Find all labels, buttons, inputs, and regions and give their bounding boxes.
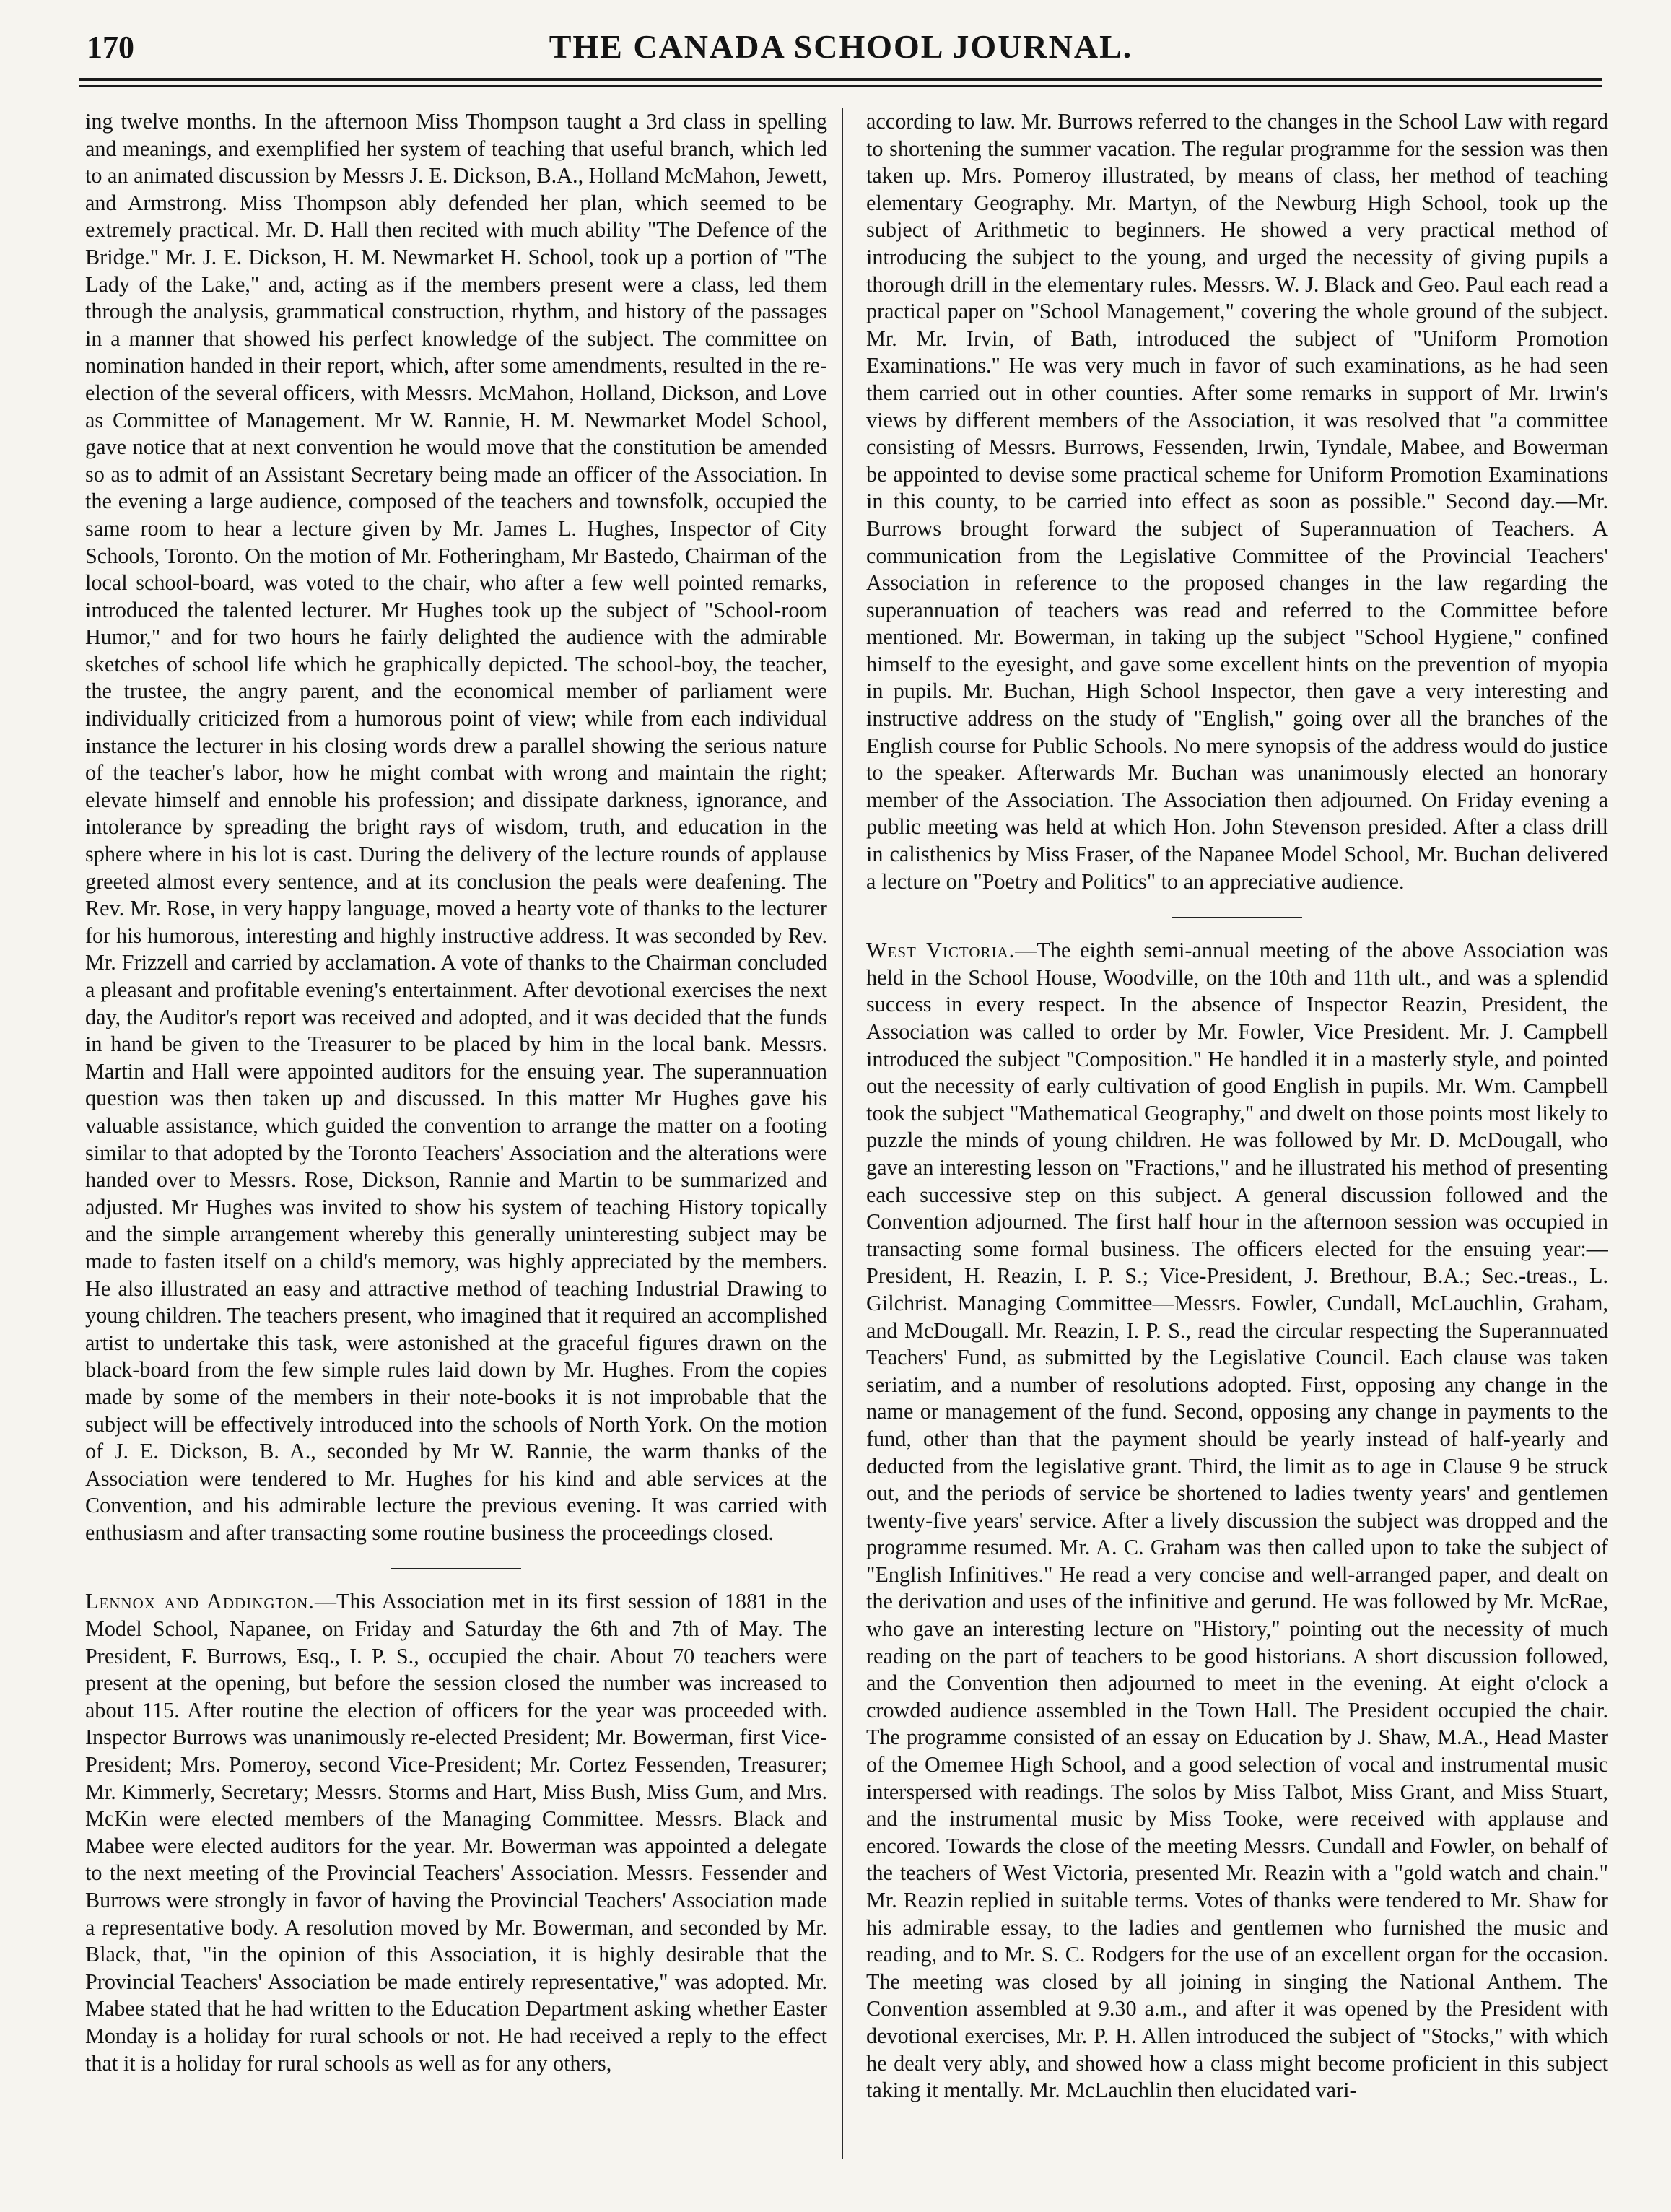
right-column <box>866 108 1608 2187</box>
column-divider <box>842 108 843 2159</box>
article-paragraph <box>866 937 1608 2104</box>
header-rule-thin <box>79 85 1602 87</box>
page-number: 170 <box>87 30 134 65</box>
section-text: —The eighth semi-annual meeting of the above Association was held in the School House, Woodville, on the 10th and 11th ult., and was a splendid success in every respect. In the absence of Inspector Reazin, President, the Association was called to order by Mr. Fowler, Vice President. Mr. J. Campbell introduced the subject "Composition." He handled it in a masterly style, and pointed out the necessity of early cultivation of good English in pupils. Mr. Wm. Campbell took the subject "Mathematical Geography," and dwelt on those points most likely to puzzle the minds of young children. He was followed by Mr. D. McDougall, who gave an interesting lesson on "Fractions," and he illustrated his method of presenting each successive step on this subject. A general discussion followed and the Convention adjourned. The first half hour in the afternoon session was occupied in transacting some formal business. The officers elected for the ensuing year:—President, H. Reazin, I. P. S.; Vice-President, J. Brethour, B.A.; Sec.-treas., L. Gilchrist. Managing Committee—Messrs. Fowler, Cundall, McLauchlin, Graham, and McDougall. Mr. Reazin, I. P. S., read the circular respecting the Superannuated Teachers' Fund, as submitted by the Legislative Council. Each clause was taken seriatim, and a number of resolutions adopted. First, opposing any change in the name or management of the fund. Second, opposing any change in payments to the fund, other than that the payment should be yearly instead of half-yearly and deducted from the legislative grant. Third, the limit as to age in Clause 9 be struck out, and the periods of service be shortened to ladies twenty years' and gentlemen twenty-five years' service. After a lively discussion the subject was dropped and the programme resumed. Mr. A. C. Graham was then called upon to take the subject of "English Infinitives." He read a very concise and well-arranged paper, and dealt on the derivation and uses of the infinitive and gerund. He was followed by Mr. McRae, who gave an interesting lecture on "History," pointing out the necessity of much reading on the part of teachers to be good historians. A short discussion followed, and the Convention then adjourned to meet in the evening. At eight o'clock a crowded audience assembled in the Town Hall. The President occupied the chair. The programme consisted of an essay on Education by J. Shaw, M.A., Head Master of the Omemee High School, and a good selection of vocal and instrumental music interspersed with readings. The solos by Miss Talbot, Miss Grant, and Miss Stuart, and the instrumental music by Miss Tooke, were received with applause and encored. Towards the close of the meeting Messrs. Cundall and Fowler, on behalf of the teachers of West Victoria, presented Mr. Reazin with a "gold watch and chain." Mr. Reazin replied in suitable terms. Votes of thanks were tendered to Mr. Shaw for his admirable essay, to the ladies and gentlemen who furnished the music and reading, and to Mr. S. C. Rodgers for the use of an excellent organ for the occasion. The meeting was closed by all joining in singing the National Anthem. The Convention assembled at 9.30 a.m., and after it was opened by the President with devotional exercises, Mr. P. H. Allen introduced the subject of "Stocks," with which he dealt very ably, and showed how a class might become proficient in this subject taking it mentally. Mr. McLauchlin then elucidated vari- <box>866 938 1608 2103</box>
article-paragraph: according to law. Mr. Burrows referred to the changes in the School Law with regard to shortening the summer vacation. The regular programme for the session was then taken up. Mrs. Pomeroy illustrated, by means of class, her method of teaching elementary Geography. Mr. Martyn, of the Newburg High School, took up the subject of Arithmetic to beginners. He showed a very practical method of introducing the subject to the young, and urged the necessity of giving pupils a thorough drill in the elementary rules. Messrs. W. J. Black and Geo. Paul each read a practical paper on "School Management," covering the whole ground of the subject. Mr. Mr. Irvin, of Bath, introduced the subject of "Uniform Promotion Examinations." He was very much in favor of such examinations, as he had seen them carried out in other counties. After some remarks in support of Mr. Irwin's views by different members of the Association, it was resolved that "a committee consisting of Messrs. Burrows, Fessenden, Irwin, Tyndale, Mabee, and Bowerman be appointed to devise some practical scheme for Uniform Promotion Examinations in this county, to be carried into effect as soon as possible." Second day.—Mr. Burrows brought forward the subject of Superannuation of Teachers. A communication from the Legislative Committee of the Provincial Teachers' Association in reference to the proposed changes in the law regarding the superannuation of teachers was read and referred to the Committee before mentioned. Mr. Bowerman, in taking up the subject "School Hygiene," confined himself to the eyesight, and gave some excellent hints on the prevention of myopia in pupils. Mr. Buchan, High School Inspector, then gave a very interesting and instructive address on the study of "English," going over all the branches of the English course for Public Schools. No mere synopsis of the address would do justice to the speaker. Afterwards Mr. Buchan was unanimously elected an honorary member of the Association. The Association then adjourned. On Friday evening a public meeting was held at which Hon. John Stevenson presided. After a class drill in calisthenics by Miss Fraser, of the Napanee Model School, Mr. Buchan delivered a lecture on "Poetry and Politics" to an appreciative audience. <box>866 109 1608 894</box>
header-rule-thick <box>79 78 1602 81</box>
journal-title: THE CANADA SCHOOL JOURNAL. <box>549 28 1133 65</box>
section-heading: Lennox and Addington. <box>85 1589 315 1614</box>
section-heading: West Victoria. <box>866 938 1016 963</box>
left-column <box>85 108 827 2187</box>
section-divider <box>391 1568 521 1569</box>
page-header <box>79 26 1602 71</box>
section-text: —This Association met in its first session of 1881 in the Model School, Napanee, on Friday and Saturday the 6th and 7th of May. The President, F. Burrows, Esq., I. P. S., occupied the chair. About 70 teachers were present at the opening, but before the session closed the number was increased to about 115. After routine the election of officers for the year was proceeded with. Inspector Burrows was unanimously re-elected President; Mr. Bowerman, first Vice-President; Mrs. Pomeroy, second Vice-President; Mr. Cortez Fessenden, Treasurer; Mr. Kimmerly, Secretary; Messrs. Storms and Hart, Miss Bush, Miss Gum, and Mrs. McKin were elected members of the Managing Committee. Messrs. Black and Mabee were elected auditors for the year. Mr. Bowerman was appointed a delegate to the next meeting of the Provincial Teachers' Association. Messrs. Fessender and Burrows were strongly in favor of having the Provincial Teachers' Association made a representative body. A resolution moved by Mr. Bowerman, and seconded by Mr. Black, that, "in the opinion of this Association, it is highly desirable that the Provincial Teachers' Association be made entirely representative," was adopted. Mr. Mabee stated that he had written to the Education Department asking whether Easter Monday is a holiday for rural schools or not. He had received a reply to the effect that it is a holiday for rural schools as well as for any others, <box>85 1589 827 2076</box>
article-paragraph <box>85 1588 827 2077</box>
article-paragraph: ing twelve months. In the afternoon Miss Thompson taught a 3rd class in spelling and meanings, and exemplified her system of teaching that useful branch, which led to an animated discussion by Messrs J. E. Dickson, B.A., Holland McMahon, Jewett, and Armstrong. Miss Thompson ably defended her plan, which seemed to be extremely practical. Mr. D. Hall then recited with much ability "The Defence of the Bridge." Mr. J. E. Dickson, H. M. Newmarket H. School, took up a portion of "The Lady of the Lake," and, acting as if the members present were a class, led them through the analysis, grammatical construction, rhythm, and history of the passages in a manner that showed his perfect knowledge of the subject. The committee on nomination handed in their report, which, after some amendments, resulted in the re-election of the several officers, with Messrs. McMahon, Holland, Dickson, and Love as Committee of Management. Mr W. Rannie, H. M. Newmarket Model School, gave notice that at next convention he would move that the constitution be amended so as to admit of an Assistant Secretary being made an officer of the Association. In the evening a large audience, composed of the teachers and townsfolk, occupied the same room to hear a lecture given by Mr. James L. Hughes, Inspector of City Schools, Toronto. On the motion of Mr. Fotheringham, Mr Bastedo, Chairman of the local school-board, was voted to the chair, who after a few well pointed remarks, introduced the talented lecturer. Mr Hughes took up the subject of "School-room Humor," and for two hours he fairly delighted the audience with the admirable sketches of school life which he graphically depicted. The school-boy, the teacher, the trustee, the angry parent, and the economical member of parliament were individually criticized from a humorous point of view; while from each individual instance the lecturer in his closing words drew a parallel showing the serious nature of the teacher's labor, how he might combat with wrong and maintain the right; elevate himself and ennoble his profession; and dissipate darkness, ignorance, and intolerance by spreading the bright rays of wisdom, truth, and education in the sphere where in his lot is cast. During the delivery of the lecture rounds of applause greeted almost every sentence, and at its conclusion the peals were deafening. The Rev. Mr. Rose, in very happy language, moved a hearty vote of thanks to the lecturer for his humorous, interesting and highly instructive address. It was seconded by Rev. Mr. Frizzell and carried by acclamation. A vote of thanks to the Chairman concluded a pleasant and profitable evening's entertainment. After devotional exercises the next day, the Auditor's report was received and adopted, and it was decided that the funds in hand be given to the Treasurer to be placed by him in the local bank. Messrs. Martin and Hall were appointed auditors for the ensuing year. The superannuation question was then taken up and discussed. In this matter Mr Hughes gave his valuable assistance, which guided the convention to arrange the matter on a footing similar to that adopted by the Toronto Teachers' Association and the alterations were handed over to Messrs. Rose, Dickson, Rannie and Martin to be summarized and adjusted. Mr Hughes was invited to show his system of teaching History topically and the simple arrangement whereby this generally uninteresting subject may be made to fasten itself on a child's memory, was highly appreciated by the members. He also illustrated an easy and attractive method of teaching Industrial Drawing to young children. The teachers present, who imagined that it required an accomplished artist to undertake this task, were astonished at the graceful figures drawn on the black-board from the few simple rules laid down by Mr. Hughes. From the copies made by some of the members in their note-books it is not improbable that the subject will be effectively introduced into the schools of North York. On the motion of J. E. Dickson, B. A., seconded by Mr W. Rannie, the warm thanks of the Association were tendered to Mr. Hughes for his kind and able services at the Convention, and his admirable lecture the previous evening. It was carried with enthusiasm and after transacting some routine business the proceedings closed. <box>85 109 827 1545</box>
section-divider <box>1172 917 1302 918</box>
